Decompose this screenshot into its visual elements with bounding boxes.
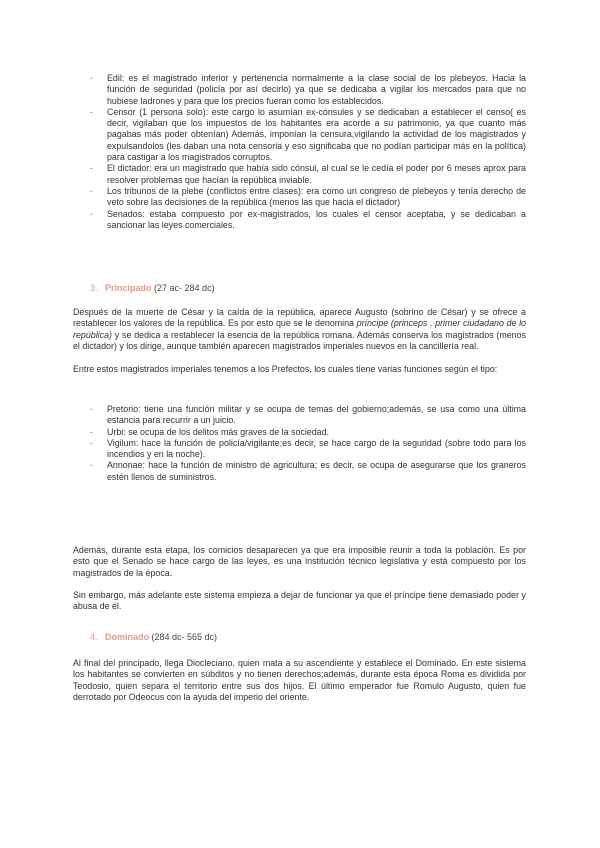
list-item-senados: - Senados: estaba compuesto por ex-magistrados, los cuales el censor aceptaba, y se dedicaban a sancionar las leyes comerciales. xyxy=(107,209,526,232)
intro-italic: príncipe (princeps , primer ciudadano de lo república) xyxy=(73,318,526,340)
section-4-title: Dominado xyxy=(105,632,149,642)
list-item-vigilum: - Vigilum: hace la función de policía/vigilante;es decir, se hace cargo de la seguridad (sobre todo para los incendios y en la noche). xyxy=(107,438,526,461)
intro-text-1: Después de la muerte de César y la caída de la república, aparece Augusto (sobrino de César) y se ofrece a restablecer los valores de la república. Es por esto que se le denomina xyxy=(73,307,526,329)
section-3-number: 3. xyxy=(90,283,98,293)
list-item-pretorio: - Pretorio: tiene una función militar y se ocupa de temas del gobierno;además, se usa como una última estancia para recurrir a un juicio. xyxy=(107,404,526,427)
list-item-annonae: - Annonae: hace la función de ministro de agricultura; es decir, se ocupa de asegurarse que los graneros estén llenos de suministros. xyxy=(107,460,526,483)
section-4-number: 4. xyxy=(90,632,98,642)
dominado-body: Al final del principado, llega Diocleciano, quien mata a su ascendiente y establece el Dominado. En este sistema los habitantes se convierten en súbditos y no tienen derechos;además, durante esta época Roma es dividida por Teodosio, quien separa el territorio entre sus dos hijos. El último emperador fue Romulo Augusto, quien fue derrotado por Odeocus con la ayuda del imperio del oriente. xyxy=(73,658,526,702)
list-item-dictador: - El dictador: era un magistrado que había sido cónsul, al cual se le cedía el poder por 6 meses aprox para resolver problemas que hacían la república inviable. xyxy=(107,163,526,186)
principado-intro xyxy=(73,307,526,352)
section-3-heading xyxy=(90,282,215,294)
list-item-edil: - Edil: es el magistrado inferior y pertenencia normalmente a la clase social de los plebeyos. Hacia la función de seguridad (policía por así decirlo) ya que se dedicaba a vigilar los mercados para que no hubiese ladrones y para que los precios fueran como los establecidos. xyxy=(107,73,526,107)
section-3-dates: (27 ac- 284 dc) xyxy=(154,283,215,293)
prefectos-list xyxy=(107,404,526,483)
principado-closing-2: Sin embargo, más adelante este sistema empieza a dejar de funcionar ya que el príncipe tiene demasiado poder y abusa de él. xyxy=(73,590,526,612)
list-item-urbi: - Urbi: se ocupa de los delitos más graves de la sociedad. xyxy=(107,427,526,438)
list-item-tribunos: - Los tribunos de la plebe (conflictos entre clases): era como un congreso de plebeyos y tenía derecho de veto sobre las decisiones de la república (menos las que hacia el dictador) xyxy=(107,186,526,209)
section-3-title: Principado xyxy=(105,283,152,293)
section-4-dates: (284 dc- 565 dc) xyxy=(151,632,218,642)
principado-closing: Además, durante esta etapa, los comicios desaparecen ya que era imposible reunir a toda la población. Es por esto que el Senado se hace cargo de las leyes, es una institución técnico legislativa y está compuesto por los magistrados de la época. xyxy=(73,545,526,578)
section-4-heading xyxy=(90,631,217,643)
prefectos-intro: Entre estos magistrados imperiales tenemos a los Prefectos, los cuales tiene varias funciones según el tipo: xyxy=(73,364,498,374)
list-item-censor: - Censor (1 persona solo): este cargo lo asumían ex-cónsules y se dedicaban a establecer el censo( es decir, vigilaban que los impuestos de los habitantes era acorde a su patrimonio, ya que cuanto más pagabas más poder obtenían) Además, imponían la censura,vigilando la actividad de los magistrados y expulsandolos (les daban una nota censoria y eso significaba que no podían participar más en la política) para castigar a los magistrados corruptos. xyxy=(107,107,526,163)
intro-text-2: y se dedica a restablecer la esencia de la república romana. Además conserva los magistrados (menos el dictador) y los dirige, aunque también aparecen magistrados imperiales nuevos en la cancillería real. xyxy=(73,329,526,351)
magistrados-list xyxy=(107,73,526,231)
